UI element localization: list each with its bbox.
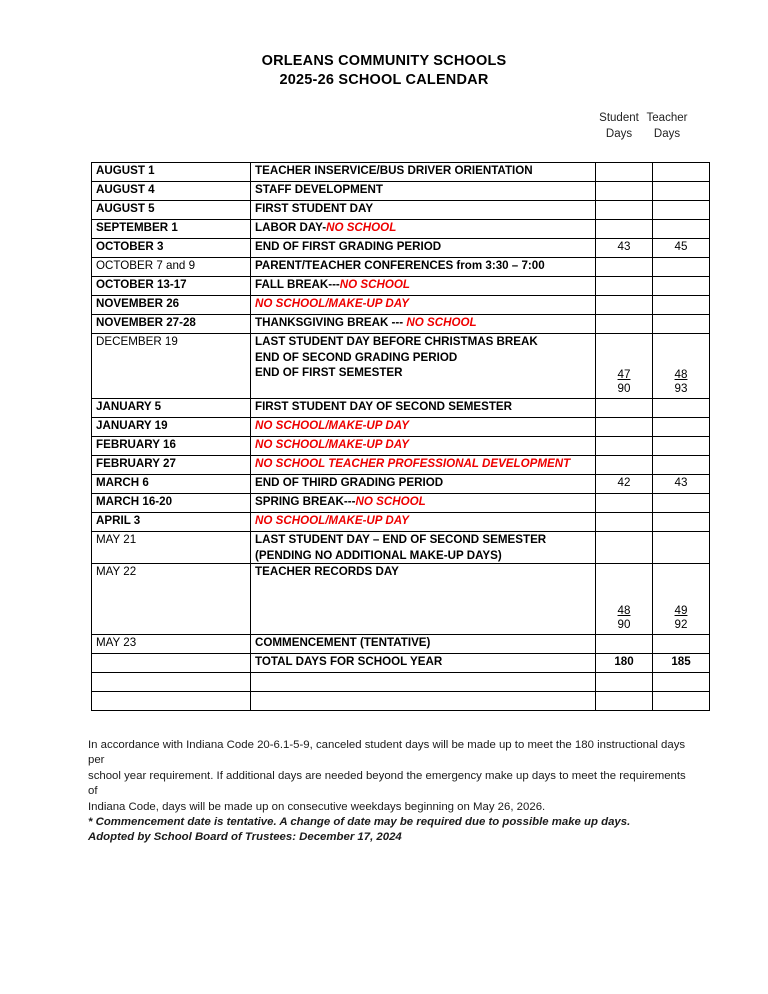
- page-title: [0, 52, 768, 90]
- row-student-days: [596, 258, 653, 277]
- row-student-days: [596, 277, 653, 296]
- table-row: [92, 513, 710, 532]
- student-days-stack: [600, 604, 648, 632]
- table-row-may21: [92, 532, 710, 564]
- row-teacher-days: [653, 673, 710, 692]
- footnote-line-2: school year requirement. If additional days are needed beyond the emergency make up days to meet the requirements of: [88, 769, 686, 798]
- teacher-days-header-line-2: Days: [653, 128, 681, 140]
- row-date: OCTOBER 3: [92, 239, 251, 258]
- table-row-empty: [92, 673, 710, 692]
- table-row: [92, 494, 710, 513]
- row-event: [251, 277, 596, 296]
- row-date: APRIL 3: [92, 513, 251, 532]
- event-text-black: STAFF DEVELOPMENT: [255, 183, 383, 196]
- row-date: [92, 654, 251, 673]
- table-row: [92, 437, 710, 456]
- table-row-may23: [92, 635, 710, 654]
- row-student-days: 43: [596, 239, 653, 258]
- footnote-line-1: In accordance with Indiana Code 20-6.1-5-9, canceled student days will be made up to meet the 180 instructional days per: [88, 739, 686, 767]
- event-text-red: NO SCHOOL/MAKE-UP DAY: [255, 514, 409, 527]
- row-student-days: [596, 163, 653, 182]
- row-date: FEBRUARY 27: [92, 456, 251, 475]
- row-date: FEBRUARY 16: [92, 437, 251, 456]
- row-date: AUGUST 4: [92, 182, 251, 201]
- row-teacher-days: [653, 296, 710, 315]
- table-row: [92, 475, 710, 494]
- row-event: [251, 475, 596, 494]
- row-date: NOVEMBER 26: [92, 296, 251, 315]
- teacher-days-cumulative: 92: [674, 618, 688, 631]
- event-text-black: END OF FIRST GRADING PERIOD: [255, 240, 442, 253]
- row-date: MAY 22: [92, 564, 251, 635]
- row-teacher-days: [653, 399, 710, 418]
- table-row: [92, 239, 710, 258]
- row-student-days: [596, 635, 653, 654]
- row-date: NOVEMBER 27-28: [92, 315, 251, 334]
- row-date: OCTOBER 7 and 9: [92, 258, 251, 277]
- student-days-semester: 48: [617, 604, 631, 617]
- row-event: [251, 239, 596, 258]
- student-days-cumulative: 90: [617, 382, 631, 395]
- row-teacher-days: [653, 564, 710, 635]
- row-event: [251, 494, 596, 513]
- row-student-days: [596, 437, 653, 456]
- table-row: [92, 277, 710, 296]
- row-student-days: [596, 513, 653, 532]
- event-text-red: NO SCHOOL: [339, 278, 411, 291]
- row-date: MARCH 16-20: [92, 494, 251, 513]
- row-date: AUGUST 1: [92, 163, 251, 182]
- row-date: DECEMBER 19: [92, 334, 251, 399]
- footnote-block: [88, 738, 688, 846]
- row-event: [251, 418, 596, 437]
- row-student-days: [596, 334, 653, 399]
- row-event: [251, 315, 596, 334]
- teacher-days-semester: 48: [674, 368, 688, 381]
- row-event: [251, 201, 596, 220]
- row-teacher-days: [653, 692, 710, 711]
- student-days-header-line-1: Student: [599, 112, 639, 124]
- table-row: [92, 315, 710, 334]
- student-days-semester: 47: [617, 368, 631, 381]
- table-row: [92, 163, 710, 182]
- event-text-red: NO SCHOOL/MAKE-UP DAY: [255, 297, 409, 310]
- row-teacher-days: [653, 182, 710, 201]
- row-student-days: [596, 532, 653, 564]
- row-student-days: [596, 399, 653, 418]
- row-student-days: [596, 201, 653, 220]
- row-teacher-days: [653, 494, 710, 513]
- event-text-black: END OF THIRD GRADING PERIOD: [255, 476, 444, 489]
- row-teacher-days: [653, 277, 710, 296]
- teacher-days-semester: 49: [674, 604, 688, 617]
- row-student-days: [596, 296, 653, 315]
- row-teacher-days: [653, 220, 710, 239]
- row-teacher-days: 45: [653, 239, 710, 258]
- school-calendar-table: [91, 162, 710, 711]
- title-line-1: ORLEANS COMMUNITY SCHOOLS: [261, 53, 507, 69]
- row-teacher-days: [653, 532, 710, 564]
- event-line-3: END OF FIRST SEMESTER: [255, 366, 403, 379]
- student-days-cumulative: 90: [617, 618, 631, 631]
- row-event: [251, 334, 596, 399]
- row-date: JANUARY 5: [92, 399, 251, 418]
- event-text-red: NO SCHOOL/MAKE-UP DAY: [255, 419, 409, 432]
- row-student-days: [596, 564, 653, 635]
- event-text-red: NO SCHOOL TEACHER PROFESSIONAL DEVELOPMENT: [255, 457, 571, 470]
- event-text-black: THANKSGIVING BREAK ---: [255, 316, 407, 329]
- row-student-days: [596, 673, 653, 692]
- event-line-2: (PENDING NO ADDITIONAL MAKE-UP DAYS): [255, 548, 502, 562]
- table-row-december: [92, 334, 710, 399]
- row-student-days: 42: [596, 475, 653, 494]
- student-days-header: [595, 110, 643, 142]
- row-teacher-days: [653, 456, 710, 475]
- table-row: [92, 182, 710, 201]
- event-line-2: END OF SECOND GRADING PERIOD: [255, 350, 458, 364]
- row-date: OCTOBER 13-17: [92, 277, 251, 296]
- row-teacher-days: [653, 258, 710, 277]
- table-row: [92, 456, 710, 475]
- total-student-days: 180: [596, 654, 653, 673]
- row-event: [251, 182, 596, 201]
- row-teacher-days: [653, 163, 710, 182]
- teacher-days-stack: [657, 368, 705, 396]
- row-teacher-days: [653, 418, 710, 437]
- row-date: [92, 673, 251, 692]
- event-text-black: FIRST STUDENT DAY OF SECOND SEMESTER: [255, 400, 513, 413]
- row-event: [251, 296, 596, 315]
- student-days-stack: [600, 368, 648, 396]
- row-teacher-days: [653, 334, 710, 399]
- row-date: AUGUST 5: [92, 201, 251, 220]
- row-event: [251, 437, 596, 456]
- row-event: [251, 513, 596, 532]
- row-student-days: [596, 418, 653, 437]
- footnote-commencement-note: * Commencement date is tentative. A change of date may be required due to possible make up days.: [88, 816, 631, 829]
- table-row: [92, 220, 710, 239]
- row-event: [251, 456, 596, 475]
- table-row: [92, 201, 710, 220]
- student-days-header-line-2: Days: [605, 128, 633, 140]
- row-teacher-days: [653, 437, 710, 456]
- event-text-red: NO SCHOOL/MAKE-UP DAY: [255, 438, 409, 451]
- event-text-red: NO SCHOOL: [355, 495, 426, 508]
- row-teacher-days: [653, 201, 710, 220]
- row-date: MARCH 6: [92, 475, 251, 494]
- table-row: [92, 418, 710, 437]
- table-row-may22: [92, 564, 710, 635]
- row-event: COMMENCEMENT (TENTATIVE): [251, 635, 596, 654]
- teacher-days-header: [643, 110, 691, 142]
- row-teacher-days: [653, 635, 710, 654]
- event-text-black: FIRST STUDENT DAY: [255, 202, 374, 215]
- row-event: TOTAL DAYS FOR SCHOOL YEAR: [251, 654, 596, 673]
- row-student-days: [596, 456, 653, 475]
- row-date: MAY 21: [92, 532, 251, 564]
- row-event: [251, 564, 596, 635]
- teacher-days-header-line-1: Teacher: [646, 112, 688, 124]
- row-student-days: [596, 220, 653, 239]
- row-teacher-days: 43: [653, 475, 710, 494]
- row-teacher-days: [653, 513, 710, 532]
- total-teacher-days: 185: [653, 654, 710, 673]
- row-student-days: [596, 494, 653, 513]
- event-text-black: SPRING BREAK---: [255, 495, 356, 508]
- row-event: [251, 673, 596, 692]
- row-date: SEPTEMBER 1: [92, 220, 251, 239]
- row-teacher-days: [653, 315, 710, 334]
- row-student-days: [596, 182, 653, 201]
- row-event: [251, 163, 596, 182]
- row-event: [251, 692, 596, 711]
- event-line-1: TEACHER RECORDS DAY: [255, 565, 399, 578]
- row-date: MAY 23: [92, 635, 251, 654]
- teacher-days-cumulative: 93: [674, 382, 688, 395]
- teacher-days-stack: [657, 604, 705, 632]
- row-date: JANUARY 19: [92, 418, 251, 437]
- event-line-1: LAST STUDENT DAY – END OF SECOND SEMESTER: [255, 533, 547, 546]
- title-line-2: 2025-26 SCHOOL CALENDAR: [279, 72, 489, 88]
- table-row: [92, 399, 710, 418]
- table-row: [92, 296, 710, 315]
- footnote-line-3: Indiana Code, days will be made up on consecutive weekdays beginning on May 26, 2026.: [88, 800, 546, 813]
- table-row-total: [92, 654, 710, 673]
- table-row-empty: [92, 692, 710, 711]
- row-event: [251, 399, 596, 418]
- event-line-1: LAST STUDENT DAY BEFORE CHRISTMAS BREAK: [255, 335, 538, 348]
- row-student-days: [596, 692, 653, 711]
- event-text-red: NO SCHOOL: [326, 221, 397, 234]
- event-text-black: LABOR DAY-: [255, 221, 327, 234]
- event-text-red: NO SCHOOL: [406, 316, 477, 329]
- event-text-black: PARENT/TEACHER CONFERENCES from 3:30 – 7:00: [255, 259, 545, 272]
- calendar-body: [92, 163, 710, 711]
- row-event: [251, 532, 596, 564]
- event-text-black: FALL BREAK---: [255, 278, 340, 291]
- row-event: [251, 220, 596, 239]
- row-date: [92, 692, 251, 711]
- event-text-black: TEACHER INSERVICE/BUS DRIVER ORIENTATION: [255, 164, 533, 177]
- footnote-adoption-note: Adopted by School Board of Trustees: December 17, 2024: [88, 831, 402, 844]
- row-student-days: [596, 315, 653, 334]
- table-row: [92, 258, 710, 277]
- row-event: [251, 258, 596, 277]
- day-count-column-headers: [595, 110, 691, 142]
